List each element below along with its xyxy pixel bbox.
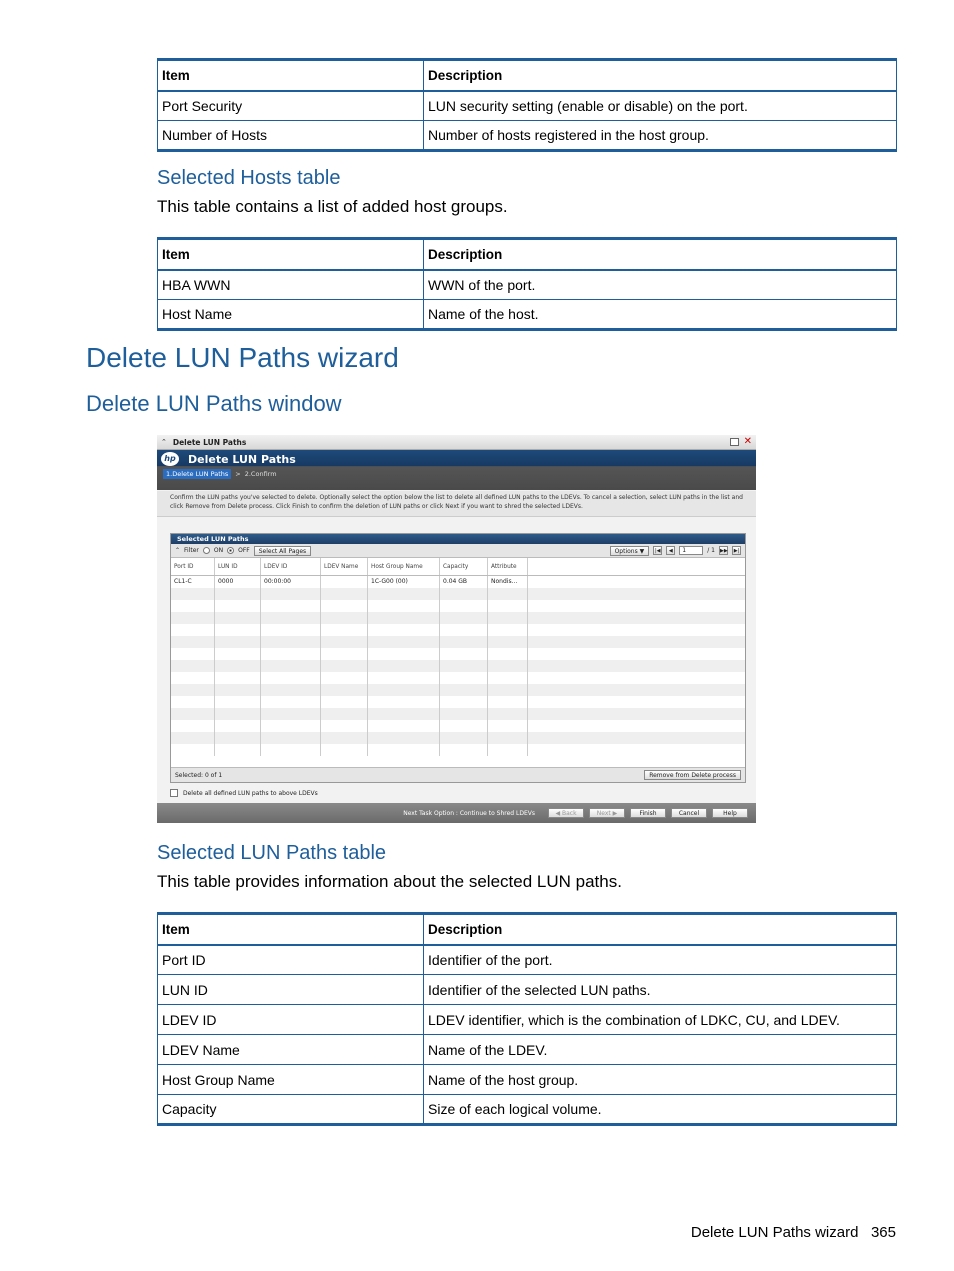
step-confirm: 2.Confirm (244, 470, 277, 478)
empty-row (171, 660, 745, 672)
empty-row (171, 612, 745, 624)
item-description-table-top (157, 58, 897, 152)
empty-row (171, 648, 745, 660)
last-page-icon[interactable]: ▶| (733, 548, 740, 554)
wizard-banner (157, 450, 756, 490)
col-host-group-name[interactable]: Host Group Name (368, 558, 440, 575)
cell-description: Number of hosts registered in the host group. (424, 121, 897, 151)
next-button[interactable]: Next ▶ (589, 808, 625, 818)
header-description: Description (424, 239, 897, 270)
table-row (158, 1095, 897, 1125)
footer-title: Delete LUN Paths wizard (690, 1224, 859, 1241)
prev-page-icon[interactable]: ◀ (666, 546, 675, 555)
filter-label: Filter (184, 547, 199, 554)
cell-item: Host Group Name (158, 1065, 424, 1095)
header-item: Item (158, 914, 424, 945)
cell-host-group-name: 1C-G00 (00) (368, 576, 440, 588)
cell-item: LUN ID (158, 975, 424, 1005)
options-label: Options (614, 547, 638, 555)
header-item: Item (158, 60, 424, 91)
page-number: 365 (870, 1224, 896, 1241)
delete-lun-paths-screenshot (157, 435, 756, 823)
cell-description: WWN of the port. (424, 270, 897, 300)
empty-row (171, 684, 745, 696)
cell-port-id: CL1-C (171, 576, 215, 588)
panel-title: Selected LUN Paths (171, 534, 745, 544)
banner-title: Delete LUN Paths (188, 453, 296, 466)
instructions-text: Confirm the LUN paths you've selected to delete. Optionally select the option below the list to delete all defined LUN paths to the LDEVs. To cancel a selection, select LUN paths in the list and click Remove from Delete process. Click Finish to confirm the deletion of LUN paths or click Next if you want to shred the selected LDEVs. (157, 491, 756, 517)
cell-item: LDEV Name (158, 1035, 424, 1065)
wizard-button-bar (157, 803, 756, 823)
col-ldev-name[interactable]: LDEV Name (321, 558, 368, 575)
cell-description: LUN security setting (enable or disable) on the port. (424, 91, 897, 121)
empty-row (171, 744, 745, 756)
col-ldev-id[interactable]: LDEV ID (261, 558, 321, 575)
delete-all-checkbox[interactable] (170, 789, 178, 797)
empty-row (171, 672, 745, 684)
cell-item: Capacity (158, 1095, 424, 1125)
cell-item: HBA WWN (158, 270, 424, 300)
panel-footer (171, 767, 745, 782)
table-row (158, 300, 897, 330)
selected-lun-paths-heading: Selected LUN Paths table (157, 842, 387, 864)
cell-capacity: 0.04 GB (440, 576, 488, 588)
on-label: ON (213, 547, 224, 554)
empty-row (171, 732, 745, 744)
selected-hosts-heading: Selected Hosts table (157, 167, 341, 189)
section-title: Delete LUN Paths wizard (86, 342, 399, 373)
selected-hosts-text: This table contains a list of added host groups. (157, 197, 508, 216)
options-dropdown[interactable]: Options ▼ (610, 546, 650, 556)
finish-button[interactable]: Finish (630, 808, 666, 818)
table-row (158, 975, 897, 1005)
cell-description: Identifier of the port. (424, 945, 897, 975)
selected-lun-paths-panel (170, 533, 746, 783)
step-separator: > (235, 470, 241, 478)
col-attribute[interactable]: Attribute (488, 558, 528, 575)
filter-icon: ⌃ (175, 547, 181, 554)
table-row (158, 1065, 897, 1095)
off-label: OFF (238, 547, 250, 554)
table-row (158, 1035, 897, 1065)
collapse-icon[interactable]: ⌃ (161, 438, 167, 446)
cell-item: LDEV ID (158, 1005, 424, 1035)
empty-row (171, 624, 745, 636)
cell-description: Name of the host. (424, 300, 897, 330)
maximize-icon[interactable] (730, 438, 739, 446)
table-row (158, 1005, 897, 1035)
select-all-pages-button[interactable]: Select All Pages (254, 546, 311, 556)
table-row (158, 270, 897, 300)
close-icon[interactable]: ✕ (743, 436, 752, 447)
cell-description: Name of the LDEV. (424, 1035, 897, 1065)
cell-item: Host Name (158, 300, 424, 330)
cell-item: Port ID (158, 945, 424, 975)
panel-toolbar (171, 544, 745, 558)
cell-description: Size of each logical volume. (424, 1095, 897, 1125)
header-item: Item (158, 239, 424, 270)
hp-logo-icon: hp (161, 452, 179, 466)
window-titlebar (157, 435, 756, 450)
empty-row (171, 636, 745, 648)
col-lun-id[interactable]: LUN ID (215, 558, 261, 575)
table-row (158, 945, 897, 975)
header-description: Description (424, 60, 897, 91)
col-capacity[interactable]: Capacity (440, 558, 488, 575)
empty-row (171, 720, 745, 732)
empty-row (171, 588, 745, 600)
table-row (158, 121, 897, 151)
grid-header (171, 558, 745, 576)
cell-description: Name of the host group. (424, 1065, 897, 1095)
window-title: Delete LUN Paths window (86, 391, 342, 416)
help-button[interactable]: Help (712, 808, 748, 818)
page-total: / 1 (707, 547, 715, 554)
wizard-steps (163, 469, 277, 479)
filter-on-radio[interactable] (203, 547, 210, 554)
cell-attribute: Nondis... (488, 576, 528, 588)
filter-off-radio[interactable] (227, 547, 234, 554)
cell-ldev-name (321, 576, 368, 588)
remove-from-delete-button[interactable]: Remove from Delete process (644, 770, 741, 780)
cell-lun-id: 0000 (215, 576, 261, 588)
step-delete-lun-paths: 1.Delete LUN Paths (163, 469, 231, 479)
delete-all-label: Delete all defined LUN paths to above LDEVs (183, 789, 318, 797)
delete-all-option (170, 789, 318, 797)
grid-body (171, 576, 745, 756)
empty-row (171, 600, 745, 612)
window-title-label: Delete LUN Paths (172, 437, 247, 447)
page-input[interactable]: 1 (679, 546, 703, 555)
col-port-id[interactable]: Port ID (171, 558, 215, 575)
table-row (158, 91, 897, 121)
empty-row (171, 708, 745, 720)
selected-hosts-table (157, 237, 897, 331)
cell-item: Port Security (158, 91, 424, 121)
cell-item: Number of Hosts (158, 121, 424, 151)
next-task-option: Next Task Option : Continue to Shred LDEVs (403, 809, 535, 817)
cell-description: Identifier of the selected LUN paths. (424, 975, 897, 1005)
page-footer (691, 1224, 896, 1241)
empty-row (171, 696, 745, 708)
back-button[interactable]: ◀ Back (548, 808, 584, 818)
cell-description: LDEV identifier, which is the combination of LDKC, CU, and LDEV. (424, 1005, 897, 1035)
cancel-button[interactable]: Cancel (671, 808, 707, 818)
selected-lun-paths-text: This table provides information about the selected LUN paths. (157, 872, 622, 891)
selected-lun-paths-table (157, 912, 897, 1126)
table-row[interactable] (171, 576, 745, 588)
cell-ldev-id: 00:00:00 (261, 576, 321, 588)
next-page-icon[interactable]: ▶▶ (720, 548, 728, 554)
selected-count: Selected: 0 of 1 (175, 771, 223, 779)
first-page-icon[interactable]: |◀ (654, 548, 661, 554)
header-description: Description (424, 914, 897, 945)
